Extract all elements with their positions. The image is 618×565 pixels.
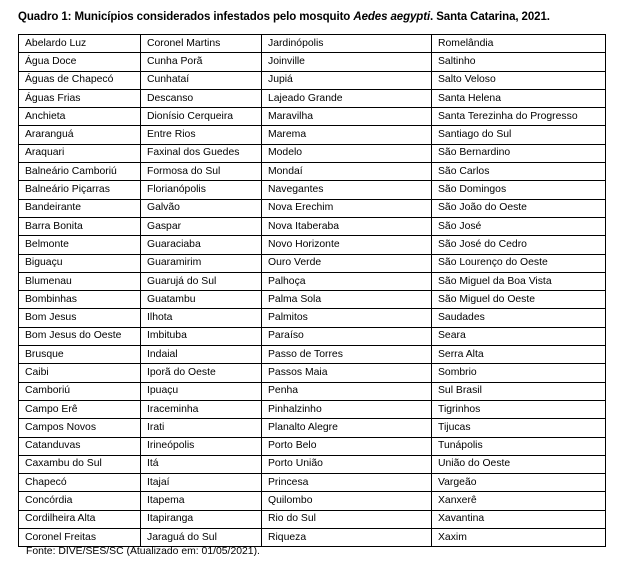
table-cell: Itapema bbox=[141, 492, 262, 510]
table-row bbox=[19, 510, 606, 528]
table-cell: Serra Alta bbox=[432, 346, 606, 364]
table-row bbox=[19, 400, 606, 418]
table-cell: Jardinópolis bbox=[262, 35, 432, 53]
table-row bbox=[19, 35, 606, 53]
table-cell: Itapiranga bbox=[141, 510, 262, 528]
table-row bbox=[19, 199, 606, 217]
table-cell: Araranguá bbox=[19, 126, 141, 144]
table-cell: Sul Brasil bbox=[432, 382, 606, 400]
table-row bbox=[19, 181, 606, 199]
table-cell: Xaxim bbox=[432, 529, 606, 547]
table-cell: São Carlos bbox=[432, 163, 606, 181]
table-cell: Catanduvas bbox=[19, 437, 141, 455]
table-row bbox=[19, 346, 606, 364]
table-cell: Mondaí bbox=[262, 163, 432, 181]
table-cell: Palhoça bbox=[262, 272, 432, 290]
table-cell: Guarujá do Sul bbox=[141, 272, 262, 290]
table-cell: São Miguel da Boa Vista bbox=[432, 272, 606, 290]
table-cell: Água Doce bbox=[19, 53, 141, 71]
table-cell: Iraceminha bbox=[141, 400, 262, 418]
table-row bbox=[19, 492, 606, 510]
table-cell: Bom Jesus do Oeste bbox=[19, 327, 141, 345]
table-cell: Coronel Freitas bbox=[19, 529, 141, 547]
table-cell: Bandeirante bbox=[19, 199, 141, 217]
table-cell: Pinhalzinho bbox=[262, 400, 432, 418]
table-cell: Entre Rios bbox=[141, 126, 262, 144]
table-row bbox=[19, 529, 606, 547]
table-cell: Planalto Alegre bbox=[262, 419, 432, 437]
table-cell: Descanso bbox=[141, 89, 262, 107]
table-cell: Penha bbox=[262, 382, 432, 400]
table-row bbox=[19, 217, 606, 235]
table-cell: Princesa bbox=[262, 474, 432, 492]
table-cell: Camboriú bbox=[19, 382, 141, 400]
table-cell: Gaspar bbox=[141, 217, 262, 235]
source-note: Fonte: DIVE/SES/SC (Atualizado em: 01/05/2021). bbox=[26, 546, 260, 557]
table-row bbox=[19, 437, 606, 455]
table-caption bbox=[18, 11, 550, 23]
table-cell: Seara bbox=[432, 327, 606, 345]
table-cell: Araquari bbox=[19, 144, 141, 162]
table-row bbox=[19, 291, 606, 309]
table-cell: Quilombo bbox=[262, 492, 432, 510]
table-cell: Ilhota bbox=[141, 309, 262, 327]
table-cell: São Miguel do Oeste bbox=[432, 291, 606, 309]
table-cell: Cunha Porã bbox=[141, 53, 262, 71]
table-cell: São Domingos bbox=[432, 181, 606, 199]
table-cell: Nova Itaberaba bbox=[262, 217, 432, 235]
table-cell: Águas de Chapecó bbox=[19, 71, 141, 89]
table-row bbox=[19, 53, 606, 71]
table-cell: Abelardo Luz bbox=[19, 35, 141, 53]
table-cell: Santa Helena bbox=[432, 89, 606, 107]
table-cell: Balneário Camboriú bbox=[19, 163, 141, 181]
table-cell: Irineópolis bbox=[141, 437, 262, 455]
table-cell: Bom Jesus bbox=[19, 309, 141, 327]
table-row bbox=[19, 382, 606, 400]
table-cell: Jaraguá do Sul bbox=[141, 529, 262, 547]
municipalities-table-body bbox=[19, 35, 606, 547]
table-cell: Balneário Piçarras bbox=[19, 181, 141, 199]
table-cell: Novo Horizonte bbox=[262, 236, 432, 254]
table-cell: Sombrio bbox=[432, 364, 606, 382]
table-cell: Dionísio Cerqueira bbox=[141, 108, 262, 126]
table-cell: Itá bbox=[141, 455, 262, 473]
table-cell: São Bernardino bbox=[432, 144, 606, 162]
table-cell: Barra Bonita bbox=[19, 217, 141, 235]
table-cell: Marema bbox=[262, 126, 432, 144]
table-cell: Palmitos bbox=[262, 309, 432, 327]
table-cell: Passos Maia bbox=[262, 364, 432, 382]
table-row bbox=[19, 327, 606, 345]
table-cell: Caibi bbox=[19, 364, 141, 382]
table-cell: Brusque bbox=[19, 346, 141, 364]
table-cell: São José bbox=[432, 217, 606, 235]
table-cell: Irati bbox=[141, 419, 262, 437]
table-cell: Biguaçu bbox=[19, 254, 141, 272]
table-cell: Campo Erê bbox=[19, 400, 141, 418]
caption-label: Quadro 1: bbox=[18, 11, 72, 23]
table-cell: Guatambu bbox=[141, 291, 262, 309]
table-row bbox=[19, 309, 606, 327]
table-cell: Concórdia bbox=[19, 492, 141, 510]
table-cell: Iporã do Oeste bbox=[141, 364, 262, 382]
table-cell: Blumenau bbox=[19, 272, 141, 290]
table-cell: União do Oeste bbox=[432, 455, 606, 473]
table-cell: Xanxerê bbox=[432, 492, 606, 510]
table-cell: Saudades bbox=[432, 309, 606, 327]
table-cell: Santa Terezinha do Progresso bbox=[432, 108, 606, 126]
table-cell: Nova Erechim bbox=[262, 199, 432, 217]
table-row bbox=[19, 89, 606, 107]
table-row bbox=[19, 364, 606, 382]
table-cell: Ipuaçu bbox=[141, 382, 262, 400]
table-cell: Águas Frias bbox=[19, 89, 141, 107]
table-cell: Palma Sola bbox=[262, 291, 432, 309]
table-row bbox=[19, 71, 606, 89]
table-row bbox=[19, 126, 606, 144]
table-cell: Ouro Verde bbox=[262, 254, 432, 272]
table-cell: São José do Cedro bbox=[432, 236, 606, 254]
table-row bbox=[19, 163, 606, 181]
table-cell: Tijucas bbox=[432, 419, 606, 437]
table-row bbox=[19, 236, 606, 254]
table-cell: Bombinhas bbox=[19, 291, 141, 309]
table-cell: São João do Oeste bbox=[432, 199, 606, 217]
table-row bbox=[19, 455, 606, 473]
table-cell: Guaramirim bbox=[141, 254, 262, 272]
table-row bbox=[19, 419, 606, 437]
table-cell: Porto União bbox=[262, 455, 432, 473]
table-cell: Campos Novos bbox=[19, 419, 141, 437]
table-cell: Salto Veloso bbox=[432, 71, 606, 89]
table-cell: Formosa do Sul bbox=[141, 163, 262, 181]
table-cell: Xavantina bbox=[432, 510, 606, 528]
table-cell: Guaraciaba bbox=[141, 236, 262, 254]
table-cell: São Lourenço do Oeste bbox=[432, 254, 606, 272]
table-row bbox=[19, 474, 606, 492]
table-row bbox=[19, 272, 606, 290]
caption-text: Municípios considerados infestados pelo mosquito bbox=[74, 11, 351, 23]
table-cell: Modelo bbox=[262, 144, 432, 162]
table-cell: Caxambu do Sul bbox=[19, 455, 141, 473]
table-row bbox=[19, 144, 606, 162]
table-cell: Anchieta bbox=[19, 108, 141, 126]
table-cell: Lajeado Grande bbox=[262, 89, 432, 107]
table-cell: Porto Belo bbox=[262, 437, 432, 455]
table-cell: Tigrinhos bbox=[432, 400, 606, 418]
table-cell: Chapecó bbox=[19, 474, 141, 492]
table-row bbox=[19, 108, 606, 126]
table-cell: Itajaí bbox=[141, 474, 262, 492]
table-cell: Vargeão bbox=[432, 474, 606, 492]
municipalities-table bbox=[18, 34, 606, 547]
table-cell: Navegantes bbox=[262, 181, 432, 199]
table-row bbox=[19, 254, 606, 272]
table-cell: Passo de Torres bbox=[262, 346, 432, 364]
table-cell: Santiago do Sul bbox=[432, 126, 606, 144]
table-cell: Paraíso bbox=[262, 327, 432, 345]
table-cell: Tunápolis bbox=[432, 437, 606, 455]
table-cell: Romelândia bbox=[432, 35, 606, 53]
table-cell: Jupiá bbox=[262, 71, 432, 89]
table-cell: Cunhataí bbox=[141, 71, 262, 89]
table-cell: Galvão bbox=[141, 199, 262, 217]
table-cell: Florianópolis bbox=[141, 181, 262, 199]
table-cell: Faxinal dos Guedes bbox=[141, 144, 262, 162]
caption-species: Aedes aegypti bbox=[353, 11, 431, 23]
table-cell: Cordilheira Alta bbox=[19, 510, 141, 528]
table-cell: Saltinho bbox=[432, 53, 606, 71]
table-cell: Imbituba bbox=[141, 327, 262, 345]
caption-text-after: . Santa Catarina, 2021. bbox=[430, 11, 550, 23]
table-cell: Coronel Martins bbox=[141, 35, 262, 53]
table-cell: Maravilha bbox=[262, 108, 432, 126]
table-cell: Joinville bbox=[262, 53, 432, 71]
table-cell: Belmonte bbox=[19, 236, 141, 254]
table-cell: Riqueza bbox=[262, 529, 432, 547]
table-cell: Rio do Sul bbox=[262, 510, 432, 528]
table-cell: Indaial bbox=[141, 346, 262, 364]
